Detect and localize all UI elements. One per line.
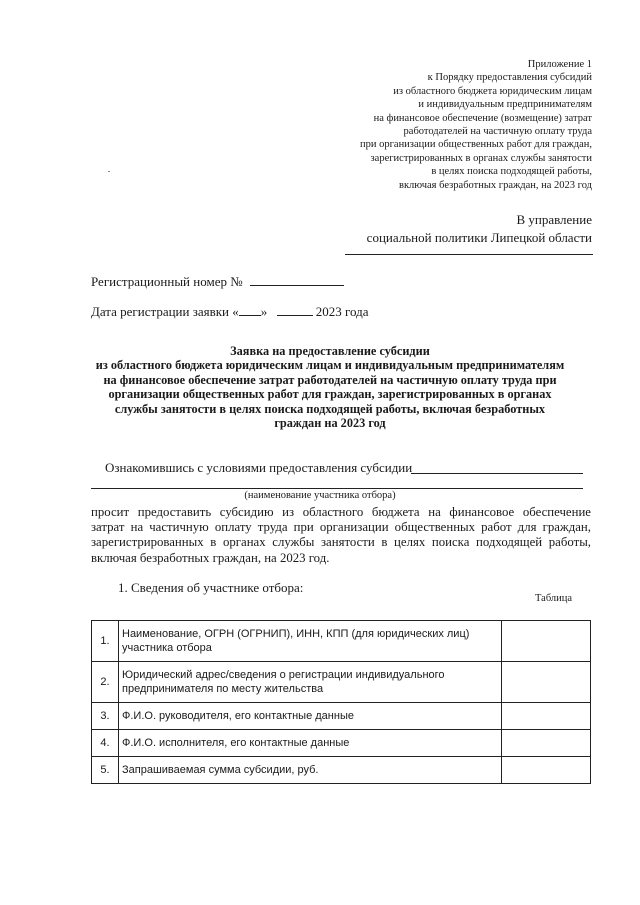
acquaint-text: Ознакомившись с условиями предоставления субсидии: [105, 460, 413, 475]
registration-number-field[interactable]: [250, 274, 344, 286]
registration-date-prefix: Дата регистрации заявки «: [91, 304, 239, 319]
title-line: службы занятости в целях поиска подходящей работы, включая безработных: [114, 401, 546, 416]
participant-info-table: [91, 620, 591, 784]
appendix-line: Приложение 1: [527, 59, 592, 70]
appendix-note: [312, 58, 592, 192]
table-row: [92, 662, 591, 703]
appendix-line: из областного бюджета юридическим лицам: [393, 85, 592, 97]
registration-date-mid: »: [260, 304, 268, 319]
appendix-line: и индивидуальным предпринимателям: [418, 99, 592, 111]
title-line: Заявка на предоставление субсидии: [230, 344, 430, 358]
scan-speck: [108, 171, 110, 172]
row-number: 5.: [92, 757, 119, 784]
appendix-line: к Порядку предоставления субсидий: [427, 72, 592, 84]
table-row: [92, 757, 591, 784]
row-number: 1.: [92, 621, 119, 662]
appendix-line: включая безработных граждан, на 2023 год: [399, 179, 592, 191]
appendix-line: на финансовое обеспечение (возмещение) затрат: [373, 112, 592, 124]
row-value-cell[interactable]: [502, 730, 591, 757]
title-line: из областного бюджета юридическим лицам и индивидуальным предпринимателям: [95, 358, 565, 373]
participant-name-field[interactable]: [411, 473, 583, 474]
request-line: зарегистрированных в органах службы занятости в целях поиска подходящей работы,: [91, 535, 591, 550]
addressee-line: В управление: [516, 212, 592, 227]
appendix-line: при организации общественных работ для граждан,: [359, 139, 592, 151]
table-label: Таблица: [535, 593, 573, 604]
row-number: 2.: [92, 662, 119, 703]
registration-date-suffix: 2023 года: [315, 304, 369, 319]
row-value-cell[interactable]: [502, 757, 591, 784]
appendix-line: зарегистрированных в органах службы занятости: [370, 152, 592, 164]
addressee-block: [292, 211, 592, 247]
participant-name-caption: (наименование участника отбора): [244, 490, 396, 501]
row-value-cell[interactable]: [502, 703, 591, 730]
registration-month-field[interactable]: [277, 304, 313, 316]
appendix-line: в целях поиска подходящей работы,: [431, 166, 592, 178]
application-title: [70, 344, 590, 430]
request-line: включая безработных граждан, на 2023 год.: [91, 550, 330, 565]
registration-number-label: Регистрационный номер №: [91, 274, 243, 289]
row-number: 4.: [92, 730, 119, 757]
row-label: Наименование, ОГРН (ОГРНИП), ИНН, КПП (для юридических лиц) участника отбора: [119, 621, 502, 662]
row-label: Ф.И.О. исполнителя, его контактные данные: [119, 730, 502, 757]
addressee-line: социальной политики Липецкой области: [366, 230, 592, 245]
request-line: просит предоставить субсидию из областного бюджета на финансовое обеспечение: [91, 505, 591, 519]
row-label: Запрашиваемая сумма субсидии, руб.: [119, 757, 502, 784]
row-number: 3.: [92, 703, 119, 730]
row-value-cell[interactable]: [502, 662, 591, 703]
participant-name-field-continued[interactable]: [91, 488, 583, 489]
request-line: затрат на частичную оплату труда при организации общественных работ для граждан,: [91, 520, 591, 535]
addressee-underline: [345, 254, 593, 255]
appendix-line: работодателей на частичную оплату труда: [403, 126, 592, 138]
row-value-cell[interactable]: [502, 621, 591, 662]
title-line: организации общественных работ для граждан, зарегистрированных в органах: [108, 387, 552, 402]
table-row: [92, 730, 591, 757]
title-line: на финансовое обеспечение затрат работодателей на частичную оплату труда при: [103, 372, 557, 387]
row-label: Юридический адрес/сведения о регистрации индивидуального предпринимателя по месту жительства: [119, 662, 502, 703]
title-line: граждан на 2023 год: [274, 416, 386, 431]
registration-day-field[interactable]: [239, 304, 261, 316]
table-row: [92, 621, 591, 662]
table-row: [92, 703, 591, 730]
registration-number-row: [91, 274, 344, 290]
request-paragraph: [91, 505, 591, 566]
registration-date-row: [91, 304, 369, 320]
section-heading: 1. Сведения об участнике отбора:: [118, 580, 304, 595]
row-label: Ф.И.О. руководителя, его контактные данные: [119, 703, 502, 730]
